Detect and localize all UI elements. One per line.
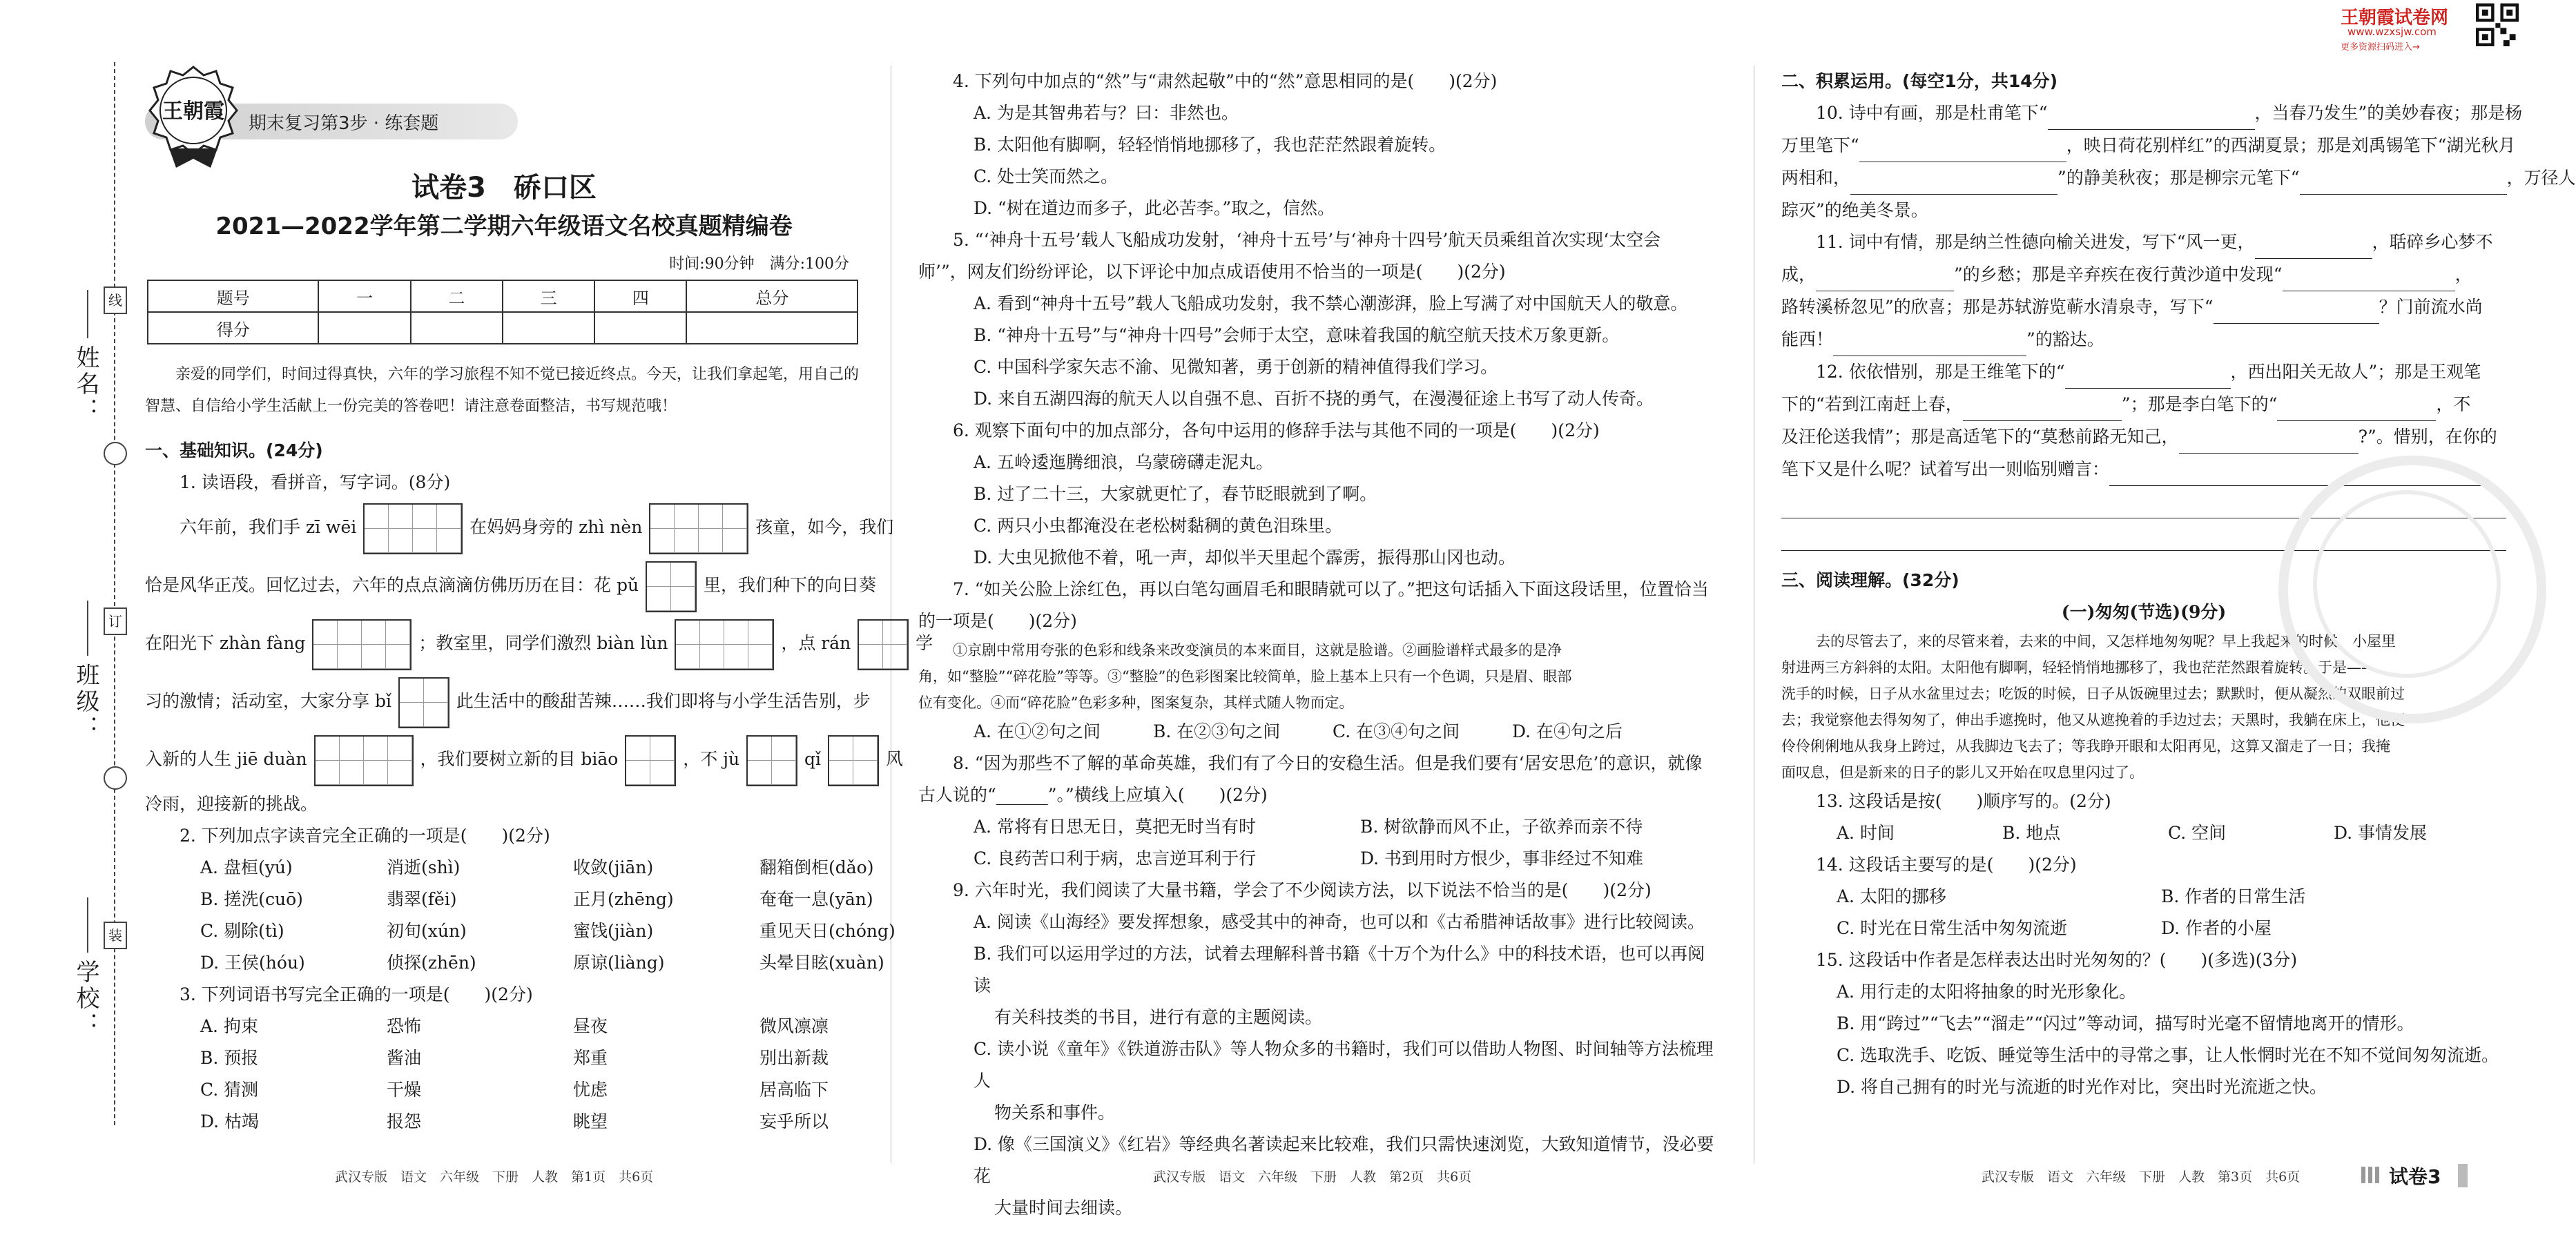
option-d[interactable]: D. 像《三国演义》《红岩》等经典名著读起来比较难，我们只需快速浏览，大致知道情节，没必要花 — [974, 1134, 1714, 1186]
fold-mark-ding: 订 — [104, 607, 127, 635]
option-row — [1781, 913, 2506, 944]
text-line: 踪灭”的绝美冬景。 — [1781, 200, 1928, 220]
option-word: 头晕目眩(xuàn) — [759, 953, 884, 973]
score-header-cell: 总分 — [686, 280, 858, 312]
text-segment: 学 — [916, 633, 933, 653]
option-word: 报怨 — [387, 1111, 422, 1131]
text-segment: 风 — [885, 749, 903, 769]
option-word: 重见天日(chóng) — [759, 921, 895, 941]
option-b[interactable]: B. 在②③句之间 — [1153, 721, 1281, 741]
option-c[interactable]: C. 猜测 — [200, 1080, 259, 1100]
option-a[interactable]: A. 用行走的太阳将抽象的时光形象化。 — [1837, 982, 2136, 1002]
qr-code-icon[interactable] — [2476, 3, 2519, 46]
passage-title: (一)匆匆(节选)(9分) — [2061, 602, 2227, 622]
question-5-cont: 师’”，网友们纷纷评论，以下评论中加点成语使用不恰当的一项是( )(2分) — [918, 262, 1506, 282]
watermark-stamp-inner — [2313, 490, 2501, 678]
option-b[interactable]: B. 太阳他有脚啊，轻轻悄悄地挪移了，我也茫茫然跟着旋转。 — [974, 135, 1446, 155]
text-segment: 及汪伦送我情”；那是高适笔下的“莫愁前路无知己， — [1781, 427, 2179, 447]
option-d[interactable]: D. 将自己拥有的时光与流逝的时光作对比，突出时光流逝之快。 — [1837, 1077, 2327, 1097]
text-line: 冷雨，迎接新的挑战。 — [145, 794, 318, 814]
score-header-cell: 二 — [411, 280, 503, 312]
question-7: 7. “如关公脸上涂红色，再以白笔勾画眉毛和眼睛就可以了。”把这句话插入下面这段话里，位置恰当 — [953, 579, 1709, 599]
text-segment: 能西！ — [1781, 329, 1834, 349]
option-word: 别出新裁 — [759, 1048, 829, 1068]
column-1 — [145, 435, 933, 1138]
question-4: 4. 下列句中加点的“然”与“肃然起敬”中的“然”意思相同的是( )(2分) — [953, 71, 1498, 91]
score-cell[interactable] — [594, 312, 686, 344]
option-b[interactable]: B. 预报 — [200, 1048, 259, 1068]
option-a[interactable]: A. 拘束 — [200, 1016, 258, 1036]
option-b[interactable]: B. 用“跨过”“飞去”“溜走”“闪过”等动词，描写时光毫不留情地离开的情形。 — [1837, 1013, 2414, 1033]
answer-box[interactable] — [858, 619, 909, 670]
text-segment: qǐ — [804, 749, 821, 769]
fill-blank[interactable] — [2065, 356, 2231, 389]
option-word: 初旬(xún) — [387, 921, 467, 941]
fill-blank[interactable] — [2283, 259, 2455, 291]
score-header-cell: 四 — [594, 280, 686, 312]
option-row — [918, 811, 1719, 843]
text-line — [1781, 259, 2506, 291]
fill-blank[interactable] — [1816, 259, 1954, 291]
option-c[interactable]: C. 良药苦口利于病，忠言逆耳利于行 — [974, 848, 1257, 868]
text-segment: ，不 — [2436, 394, 2471, 414]
text-segment: ？门前流水尚 — [2379, 297, 2483, 317]
option-b[interactable]: B. 树欲静而风不止，子欲养而亲不待 — [1360, 817, 1643, 837]
text-line — [1781, 389, 2506, 421]
option-a[interactable]: A. 常将有日思无日，莫把无时当有时 — [974, 817, 1256, 837]
option-b[interactable]: B. 作者的日常生活 — [2161, 886, 2306, 906]
option-c[interactable]: C. 剔除(tì) — [200, 921, 284, 941]
option-word: 忧虑 — [573, 1080, 608, 1100]
option-row — [145, 947, 884, 979]
fill-blank[interactable] — [1850, 162, 2057, 195]
passage-line: 去的尽管去了，来的尽管来着，去来的中间，又怎样地匆匆呢？早上我起来的时候，小屋里 — [1816, 633, 2396, 650]
text-segment: ，西出阳关无故人”；那是王观笔 — [2230, 362, 2481, 382]
text-line — [1781, 291, 2506, 324]
intro-paragraph: 亲爱的同学们，时间过得真快，六年的学习旅程不知不觉已接近终点。今天，让我们拿起笔，用自己的智慧、自信给小学生活献上一份完美的答卷吧！请注意卷面整洁，书写规范哦！ — [145, 366, 860, 415]
option-word: 奄奄一息(yān) — [759, 889, 873, 909]
text-line — [1781, 324, 2506, 356]
fill-blank[interactable] — [2214, 291, 2379, 324]
page-tag-bar — [2458, 1164, 2468, 1187]
brand-url[interactable]: www.wzxsjw.com — [2347, 26, 2437, 38]
answer-box[interactable] — [314, 735, 414, 786]
option-word: 居高临下 — [759, 1080, 829, 1100]
option-word: 原谅(liàng) — [573, 953, 665, 973]
option-d[interactable]: D. 王侯(hóu) — [200, 953, 305, 973]
section-heading: 三、阅读理解。(32分) — [1781, 570, 1959, 590]
text-segment: ， — [2454, 264, 2472, 284]
option-word: 消逝(shì) — [387, 857, 461, 877]
text-line — [1781, 421, 2506, 454]
option-c-cont: 物关系和事件。 — [994, 1102, 1116, 1122]
text-segment: ”的乡愁；那是辛弃疾在夜行黄沙道中发现“ — [1954, 264, 2283, 284]
question-6: 6. 观察下面句中的加点部分，各句中运用的修辞手法与其他不同的一项是( )(2分) — [953, 420, 1600, 440]
binding-dashed-line — [114, 62, 115, 1125]
text-segment: ，聒碎乡心梦不 — [2372, 232, 2493, 252]
question-5: 5. “‘神舟十五号’载人飞船成功发射，‘神舟十五号’与‘神舟十四号’航天员乘组首次实现‘太空会 — [953, 230, 1661, 250]
score-cell[interactable] — [503, 312, 594, 344]
name-label: 姓名： — [72, 345, 99, 424]
pinyin-line — [145, 556, 876, 614]
option-row — [145, 1074, 863, 1106]
text-segment: ，我们要树立新的目 biāo — [420, 749, 619, 769]
time-info: 时间:90分钟 满分:100分 — [669, 255, 849, 273]
text-segment: ”的豁达。 — [2026, 329, 2104, 349]
column-2 — [918, 66, 1719, 1224]
exam-subtitle: 2021—2022学年第二学期六年级语文名校真题精编卷 — [215, 213, 793, 240]
option-a[interactable]: A. 阅读《山海经》要发挥想象，感受其中的神奇，也可以和《古希腊神话故事》进行比较阅读。 — [974, 912, 1705, 932]
fold-mark-line: 线 — [104, 286, 127, 314]
text-line — [1781, 162, 2576, 195]
option-b-cont: 有关科技类的书目，进行有意的主题阅读。 — [994, 1007, 1323, 1027]
fill-blank[interactable] — [2255, 226, 2372, 259]
answer-box[interactable] — [746, 735, 797, 786]
option-row — [145, 1011, 863, 1042]
text-segment: ，点 rán — [781, 633, 851, 653]
option-word: 蜜饯(jiàn) — [573, 921, 654, 941]
option-d-cont: 大量时间去细读。 — [994, 1198, 1133, 1218]
option-d[interactable]: D. 来自五湖四海的航天人以自强不息、百折不挠的勇气，在漫漫征途上书写了动人传奇。 — [974, 389, 1654, 409]
text-segment: 12. 依依惜别，那是王维笔下的“ — [1816, 362, 2065, 382]
question-10 — [1781, 97, 2523, 130]
passage-line: 洗手的时候，日子从水盆里过去；吃饭的时候，日子从饭碗里过去；默默时，便从凝然的双眼前过 — [1781, 685, 2405, 702]
text-segment: ?”。惜别，在你的 — [2358, 427, 2497, 447]
option-row — [918, 716, 1719, 748]
pinyin-line — [145, 730, 903, 788]
option-word: 眺望 — [573, 1111, 608, 1131]
option-c[interactable]: C. 处士笑而然之。 — [974, 166, 1118, 186]
text-segment: ”；那是李白笔下的“ — [2121, 394, 2278, 414]
barcode-mark-icon — [2361, 1167, 2382, 1183]
text-segment: 入新的人生 jiē duàn — [145, 749, 307, 769]
question-9: 9. 六年时光，我们阅读了大量书籍，学会了不少阅读方法，以下说法不恰当的是( )(2分) — [953, 880, 1652, 900]
name-field[interactable] — [87, 290, 88, 338]
text-segment: ，映日荷花别样红”的西湖夏景；那是刘禹锡笔下“湖光秋月 — [2066, 135, 2516, 155]
option-a[interactable]: A. 太阳的挪移 — [1837, 886, 1946, 906]
question-2: 2. 下列加点字读音完全正确的一项是( )(2分) — [180, 826, 550, 846]
option-word: 微风凛凛 — [759, 1016, 829, 1036]
text-segment: 路转溪桥忽见”的欣喜；那是苏轼游览蕲水清泉寺，写下“ — [1781, 297, 2214, 317]
brand-block — [2341, 3, 2520, 59]
option-c[interactable]: C. 中国科学家矢志不渝、见微知著，勇于创新的精神值得我们学习。 — [974, 357, 1498, 377]
text-segment: 在妈妈身旁的 zhì nèn — [469, 517, 643, 537]
option-row — [1781, 817, 2506, 849]
text-segment: 万里笔下“ — [1781, 135, 1859, 155]
text-segment: 孩童，如今，我们 — [755, 517, 894, 537]
text-segment: 在阳光下 zhàn fàng — [145, 633, 306, 653]
option-b[interactable]: B. 地点 — [2002, 823, 2061, 843]
option-d[interactable]: D. 作者的小屋 — [2161, 918, 2272, 938]
option-b[interactable]: B. 搓洗(cuō) — [200, 889, 303, 909]
question-8-cont: 古人说的“______”。”横线上应填入( )(2分) — [918, 785, 1268, 805]
option-row — [1781, 881, 2506, 913]
banner-text: 期末复习第3步 · 练套题 — [249, 113, 439, 134]
answer-box[interactable] — [646, 561, 697, 612]
option-a[interactable]: A. 为是其智弗若与？曰：非然也。 — [974, 103, 1239, 123]
text-segment: 此生活中的酸甜苦辣……我们即将与小学生活告别，步 — [456, 691, 871, 711]
score-header-cell: 三 — [503, 280, 594, 312]
option-word: 翡翠(fěi) — [387, 889, 457, 909]
option-c[interactable]: C. 空间 — [2168, 823, 2227, 843]
fill-blank[interactable] — [1833, 324, 2026, 356]
option-word: 妄乎所以 — [759, 1111, 829, 1131]
option-row — [145, 852, 874, 884]
option-row — [918, 843, 1719, 875]
fill-blank[interactable] — [1859, 130, 2066, 162]
text-segment: 10. 诗中有画，那是杜甫笔下“ — [1816, 103, 2048, 123]
fill-blank[interactable] — [2300, 162, 2507, 195]
score-cell[interactable] — [318, 312, 410, 344]
score-table-header-row — [148, 280, 858, 312]
option-word: 侦探(zhēn) — [387, 953, 476, 973]
fill-blank[interactable] — [2277, 389, 2436, 421]
passage-line: 面叹息，但是新来的日子的影儿又开始在叹息里闪过了。 — [1781, 764, 2144, 781]
option-row — [145, 915, 895, 947]
text-line — [1781, 130, 2516, 162]
text-segment: 成， — [1781, 264, 1817, 284]
class-field[interactable] — [87, 601, 88, 656]
passage-line: 角，如“整脸”“碎花脸”等等。③“整脸”的色彩图案比较简单，脸上基本上只有一个色调，只是眉、眼部 — [918, 668, 1572, 685]
fill-blank[interactable] — [2048, 97, 2255, 130]
question-15: 15. 这段话中作者是怎样表达出时光匆匆的？( )(多选)(3分) — [1816, 950, 2298, 970]
answer-box[interactable] — [649, 503, 748, 554]
answer-box[interactable] — [828, 735, 879, 786]
text-segment: 下的“若到江南赶上春， — [1781, 394, 1963, 414]
score-table — [147, 280, 858, 344]
answer-box[interactable] — [363, 503, 463, 554]
option-word: 恐怖 — [387, 1016, 422, 1036]
page-footer: 武汉专版 语文 六年级 下册 人教 第2页 共6页 — [1153, 1169, 1472, 1185]
passage-line: 位有变化。④而“碎花脸”色彩多种，图案复杂，其样式随人物而定。 — [918, 694, 1354, 711]
answer-box[interactable] — [312, 619, 411, 670]
passage-line: 去；我觉察他去得匆匆了，伸出手遮挽时，他又从遮挽着的手边过去；天黑时，我躺在床上，他便 — [1781, 712, 2405, 728]
logo-text: 王朝霞 — [162, 99, 224, 124]
option-word: 收敛(jiān) — [573, 857, 654, 877]
answer-box[interactable] — [625, 735, 676, 786]
text-segment: 恰是风华正茂。回忆过去，六年的点点滴滴仿佛历历在目：花 pǔ — [145, 575, 639, 595]
option-word: 酱油 — [387, 1048, 422, 1068]
text-segment: ”的静美秋夜；那是柳宗元笔下“ — [2057, 168, 2300, 188]
score-header-cell: 题号 — [148, 280, 318, 312]
option-d[interactable]: D. 枯竭 — [200, 1111, 260, 1131]
option-d[interactable]: D. 书到用时方恨少，事非经过不知难 — [1360, 848, 1644, 868]
question-12 — [1781, 356, 2506, 389]
option-word: 昼夜 — [573, 1016, 608, 1036]
option-a[interactable]: A. 盘桓(yú) — [200, 857, 293, 877]
text-segment: ，不 jù — [683, 749, 740, 769]
text-segment: ；教室里，同学们激烈 biàn lùn — [418, 633, 668, 653]
score-row-label: 得分 — [148, 312, 318, 344]
text-segment: 笔下又是什么呢？试着写出一则临别赠言： — [1781, 459, 2110, 479]
fold-mark-zhuang: 装 — [104, 922, 127, 949]
page-tag: 试卷3 — [2389, 1165, 2441, 1188]
text-segment: 11. 词中有情，那是纳兰性德向榆关进发，写下“风一更， — [1816, 232, 2255, 252]
option-b[interactable]: B. “神舟十五号”与“神舟十四号”会师于太空，意味着我国的航空航天技术万象更新。 — [974, 325, 1620, 345]
question-3: 3. 下列词语书写完全正确的一项是( )(2分) — [180, 984, 533, 1004]
text-segment: ，万径人 — [2506, 168, 2576, 188]
option-d[interactable]: D. 事情发展 — [2334, 823, 2428, 843]
answer-box[interactable] — [398, 677, 449, 728]
answer-box[interactable] — [675, 619, 774, 670]
option-row — [145, 884, 873, 915]
option-a[interactable]: A. 五岭逶迤腾细浪，乌蒙磅礴走泥丸。 — [974, 452, 1273, 472]
page-footer: 武汉专版 语文 六年级 下册 人教 第3页 共6页 — [1982, 1169, 2301, 1185]
score-table-row — [148, 312, 858, 344]
option-c[interactable]: C. 选取洗手、吃饭、睡觉等生活中的寻常之事，让人怅惘时光在不知不觉间匆匆流逝。 — [1837, 1045, 2499, 1065]
pinyin-line — [145, 672, 871, 730]
option-d[interactable]: D. 在④句之后 — [1512, 721, 1623, 741]
option-c[interactable]: C. 两只小虫都淹没在老松树黏稠的黄色泪珠里。 — [974, 516, 1343, 536]
question-7-cont: 的一项是( )(2分) — [918, 611, 1077, 631]
text-segment: 里，我们种下的向日葵 — [703, 575, 876, 595]
option-a[interactable]: A. 时间 — [1837, 823, 1895, 843]
option-b[interactable]: B. 过了二十三，大家就更忙了，春节眨眼就到了啊。 — [974, 484, 1377, 504]
exam-title: 试卷3 硚口区 — [411, 172, 597, 204]
question-1: 1. 读语段，看拼音，写字词。(8分) — [180, 472, 451, 492]
school-field[interactable] — [87, 897, 88, 953]
option-b[interactable]: B. 我们可以运用学过的方法，试着去理解科普书籍《十万个为什么》中的科技术语，也可以再阅读 — [974, 944, 1705, 995]
option-word: 郑重 — [573, 1048, 608, 1068]
fill-blank[interactable] — [2179, 421, 2359, 454]
option-c[interactable]: C. 在③④句之间 — [1333, 721, 1460, 741]
binding-hole-icon — [104, 766, 127, 790]
page-footer: 武汉专版 语文 六年级 下册 人教 第1页 共6页 — [335, 1169, 654, 1185]
section-heading: 二、积累运用。(每空1分，共14分) — [1781, 71, 2058, 91]
pinyin-line — [145, 498, 894, 556]
binding-hole-icon — [104, 442, 127, 465]
passage-line: 射进两三方斜斜的太阳。太阳他有脚啊，轻轻悄悄地挪移了，我也茫茫然跟着旋转。于是—— — [1781, 659, 2376, 676]
text-segment: 六年前，我们手 zī wēi — [180, 517, 357, 537]
question-11 — [1781, 226, 2506, 259]
option-row — [145, 1106, 863, 1138]
section-heading: 一、基础知识。(24分) — [145, 440, 323, 460]
option-word: 干燥 — [387, 1080, 422, 1100]
brand-name: 王朝霞试卷网 — [2341, 8, 2449, 28]
score-cell[interactable] — [686, 312, 858, 344]
question-8: 8. “因为那些不了解的革命英雄，我们有了今日的安稳生活。但是我们要有‘居安思危’的意识，就像 — [953, 753, 1703, 773]
fill-blank[interactable] — [1963, 389, 2122, 421]
question-14: 14. 这段话主要写的是( )(2分) — [1816, 855, 2077, 875]
option-a[interactable]: A. 在①②句之间 — [974, 721, 1101, 741]
pinyin-line — [145, 614, 933, 672]
option-word: 翻箱倒柜(dǎo) — [759, 857, 874, 877]
option-c[interactable]: C. 时光在日常生活中匆匆流逝 — [1837, 918, 2068, 938]
text-segment: 习的激情；活动室，大家分享 bǐ — [145, 691, 391, 711]
option-row — [145, 1042, 863, 1074]
brand-slogan: 更多资源扫码进入→ — [2341, 42, 2420, 52]
option-c[interactable]: C. 读小说《童年》《铁道游击队》等人物众多的书籍时，我们可以借助人物图、时间轴等方法梳理人 — [974, 1039, 1714, 1091]
passage-line: ①京剧中常用夸张的色彩和线条来改变演员的本来面目，这就是脸谱。②画脸谱样式最多的是净 — [953, 642, 1562, 659]
text-segment: ，当春乃发生”的美妙春夜；那是杨 — [2254, 103, 2523, 123]
score-header-cell: 一 — [318, 280, 410, 312]
score-cell[interactable] — [411, 312, 503, 344]
text-segment: 两相和， — [1781, 168, 1851, 188]
option-d[interactable]: D. “树在道边而多子，此必苦李。”取之，信然。 — [974, 198, 1335, 218]
passage-line: 伶伶俐俐地从我身上跨过，从我脚边飞去了；等我睁开眼和太阳再见，这算又溜走了一日；我掩 — [1781, 738, 2390, 755]
class-label: 班级： — [72, 663, 99, 741]
option-word: 正月(zhēng) — [573, 889, 674, 909]
option-a[interactable]: A. 看到“神舟十五号”载人飞船成功发射，我不禁心潮澎湃，脸上写满了对中国航天人的敬意。 — [974, 293, 1688, 313]
school-label: 学校： — [72, 960, 99, 1038]
question-13: 13. 这段话是按( )顺序写的。(2分) — [1816, 791, 2111, 811]
option-d[interactable]: D. 大虫见掀他不着，吼一声，却似半天里起个霹雳，振得那山冈也动。 — [974, 547, 1516, 567]
